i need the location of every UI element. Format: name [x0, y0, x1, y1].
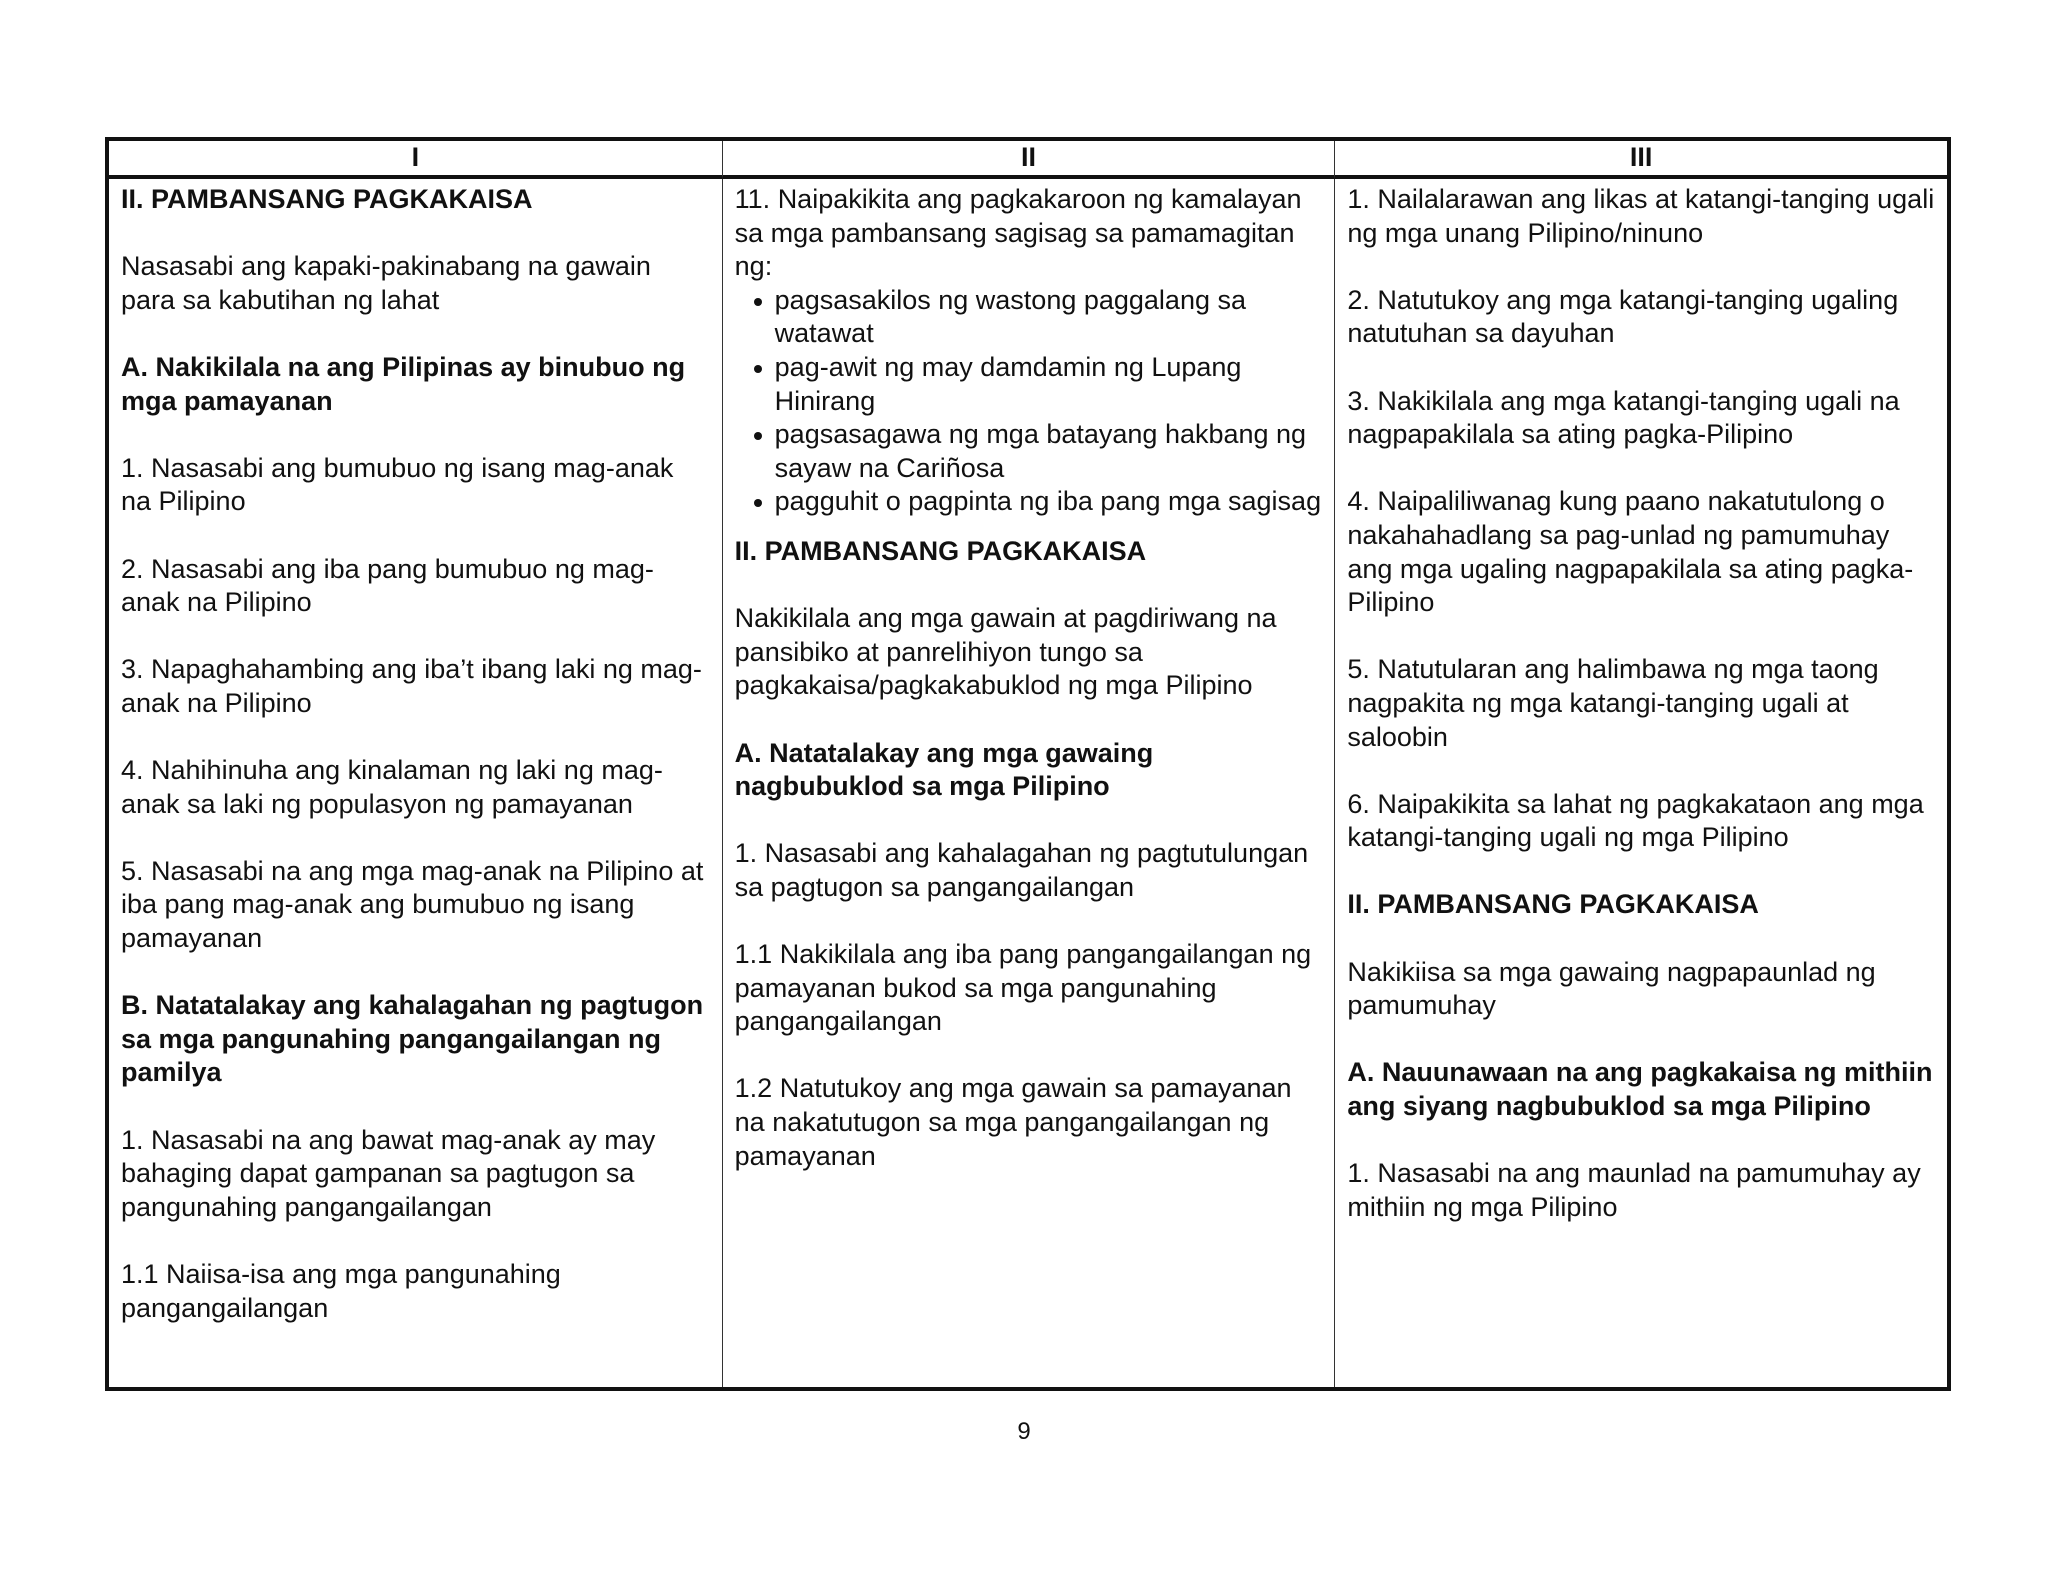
- column-header-2: II: [722, 141, 1335, 179]
- col2-heading: II. PAMBANSANG PAGKAKAISA: [734, 535, 1147, 566]
- col1-block: 3. Napaghahambing ang iba’t ibang laki ng mag-anak na Pilipino: [121, 654, 702, 718]
- col1-block: 1. Nasasabi ang bumubuo ng isang mag-anak na Pilipino: [121, 452, 674, 517]
- col3-block: 2. Natutukoy ang mga katangi-tanging ugaling natutuhan sa dayuhan: [1347, 284, 1899, 349]
- col1-block: Nasasabi ang kapaki-pakinabang na gawain para sa kabutihan ng lahat: [121, 251, 651, 315]
- col1-block: 5. Nasasabi na ang mga mag-anak na Pilipino at iba pang mag-anak ang bumubuo ng isang pamayanan: [121, 855, 704, 954]
- col3-block: 1. Nasasabi na ang maunlad na pamumuhay ay mithiin ng mga Pilipino: [1347, 1158, 1921, 1222]
- bullet-item: pag-awit ng may damdamin ng Lupang Hinirang: [775, 351, 1323, 418]
- col3-block: A. Nauunawaan na ang pagkakaisa ng mithiin ang siyang nagbubuklod sa mga Pilipino: [1347, 1057, 1933, 1122]
- col1-block: II. PAMBANSANG PAGKAKAISA: [121, 184, 533, 214]
- bullet-item: pagsasagawa ng mga batayang hakbang ng sayaw na Cariñosa: [775, 418, 1323, 485]
- col1-block: 1. Nasasabi na ang bawat mag-anak ay may bahaging dapat gampanan sa pagtugon sa pangunahing pangangailangan: [121, 1124, 656, 1222]
- curriculum-table: [105, 137, 1951, 1391]
- page-number: 9: [1017, 1418, 1031, 1445]
- col3-block: 4. Naipaliliwanag kung paano nakatutulong o nakahahadlang sa pag-unlad ng pamumuhay ang mga ugaling nagpapakilala sa ating pagka-Pilipino: [1347, 486, 1914, 618]
- col1-block: 4. Nahihinuha ang kinalaman ng laki ng mag-anak sa laki ng populasyon ng pamayanan: [121, 755, 663, 819]
- col1-block: 1.1 Naiisa-isa ang mga pangunahing pangangailangan: [121, 1259, 561, 1323]
- col1-block: 2. Nasasabi ang iba pang bumubuo ng mag-anak na Pilipino: [121, 553, 654, 618]
- col3-block: 3. Nakikilala ang mga katangi-tanging ugali na nagpapakilala sa ating pagka-Pilipino: [1347, 385, 1900, 450]
- column-3-cell: [1334, 179, 1947, 1387]
- bullet-list: [735, 284, 1323, 519]
- col3-block: 6. Naipakikita sa lahat ng pagkakataon ang mga katangi-tanging ugali ng mga Pilipino: [1347, 788, 1924, 853]
- column-header-1: I: [109, 141, 722, 179]
- col3-block: 5. Natutularan ang halimbawa ng mga taong nagpakita ng mga katangi-tanging ugali at saloobin: [1347, 654, 1879, 752]
- col3-block: II. PAMBANSANG PAGKAKAISA: [1347, 889, 1759, 920]
- col2-block: A. Natatalakay ang mga gawaing nagbubuklod sa mga Pilipino: [734, 737, 1154, 802]
- col2-block: 1.1 Nakikilala ang iba pang pangangailangan ng pamayanan bukod sa mga pangunahing pangangailangan: [734, 939, 1312, 1037]
- bullet-item: pagsasakilos ng wastong paggalang sa watawat: [775, 284, 1323, 351]
- col3-block: 1. Nailalarawan ang likas at katangi-tanging ugali ng mga unang Pilipino/ninuno: [1347, 184, 1935, 248]
- col1-block: A. Nakikilala na ang Pilipinas ay binubuo ng mga pamayanan: [121, 351, 686, 416]
- col3-block: Nakikiisa sa mga gawaing nagpapaunlad ng pamumuhay: [1347, 956, 1876, 1021]
- col2-block: Nakikilala ang mga gawain at pagdiriwang na pansibiko at panrelihiyon tungo sa pagkakaisa/pagkakabuklod ng mga Pilipino: [734, 603, 1277, 701]
- col2-intro: 11. Naipakikita ang pagkakaroon ng kamalayan sa mga pambansang sagisag sa pamamagitan ng:: [734, 184, 1302, 282]
- column-1-cell: [109, 179, 722, 1387]
- column-header-3: III: [1334, 141, 1947, 179]
- bullet-item: pagguhit o pagpinta ng iba pang mga sagisag: [775, 485, 1323, 519]
- col1-block: B. Natatalakay ang kahalagahan ng pagtugon sa mga pangunahing pangangailangan ng pamilya: [121, 990, 704, 1088]
- col2-block: 1. Nasasabi ang kahalagahan ng pagtutulungan sa pagtugon sa pangangailangan: [734, 838, 1309, 902]
- column-2-cell: [722, 179, 1335, 1387]
- col2-block: 1.2 Natutukoy ang mga gawain sa pamayanan na nakatutugon sa mga pangangailangan ng pamayanan: [734, 1073, 1292, 1171]
